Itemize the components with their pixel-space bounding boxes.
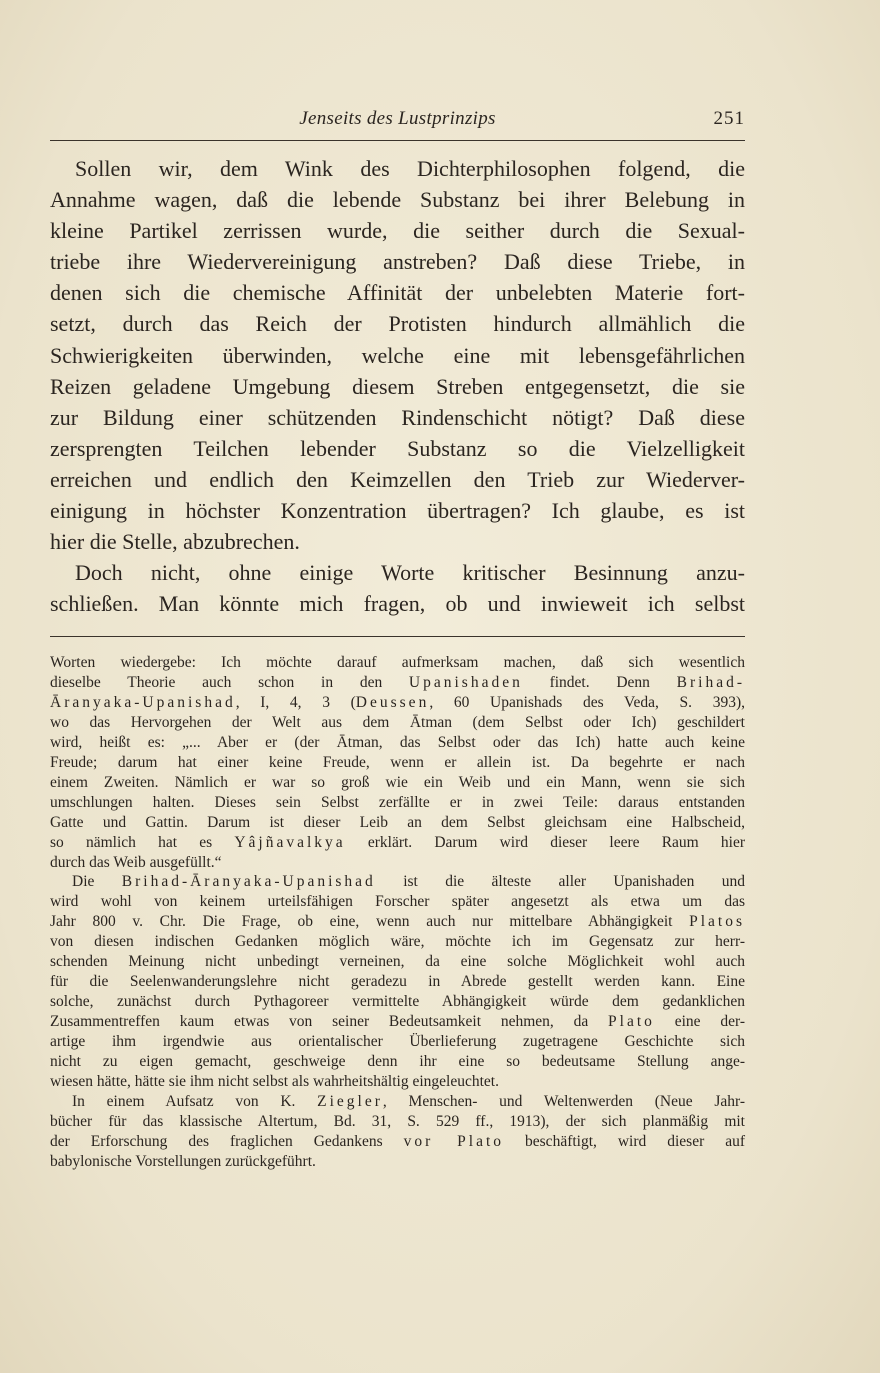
text-line: schließen. Man könnte mich fragen, ob und inwieweit ich selbst <box>50 591 745 617</box>
text-line <box>50 1092 745 1112</box>
text-segment: erklärt. Darum wird dieser leere Raum hier <box>345 833 746 851</box>
text-line: denen sich die chemische Affinität der unbelebten Materie fort- <box>50 280 745 306</box>
text-segment: wiesen hätte, hätte sie ihm nicht selbst als wahrheitshältig eingeleuchtet. <box>50 1073 499 1091</box>
text-line <box>50 1012 745 1032</box>
text-segment: Zusammentreffen kaum etwas von seiner Bedeutsamkeit nehmen, da <box>50 1013 609 1031</box>
text-line: erreichen und endlich den Keimzellen den Trieb zur Wiederver- <box>50 466 745 492</box>
text-line <box>50 733 745 753</box>
text-line <box>50 833 745 853</box>
paragraph <box>50 153 745 557</box>
text-line <box>50 952 745 972</box>
text-line: hier die Stelle, abzubrechen. <box>50 529 300 555</box>
spaced-emphasis: Ziegler <box>317 1092 383 1110</box>
text-segment: durch das Weib ausgefüllt.“ <box>50 853 222 871</box>
text-line <box>50 1052 745 1072</box>
text-segment: nicht zu eigen gemacht, geschweige denn ihr eine so bedeutsame Stellung ange- <box>50 1053 745 1071</box>
text-line <box>50 1152 745 1172</box>
text-segment: bücher für das klassische Altertum, Bd. 31, S. 529 ff., 1913), der sich planmäßig mit <box>50 1112 745 1130</box>
text-line: kleine Partikel zerrissen wurde, die seither durch die Sexual- <box>50 218 745 244</box>
footnote-paragraph <box>50 872 745 1091</box>
text-line: Reizen geladene Umgebung diesem Streben entgegensetzt, die sie <box>50 373 745 399</box>
text-segment: artige ihm irgendwie aus orientalischer Überlieferung zugetragene Geschichte sich <box>50 1033 745 1051</box>
text-line <box>50 793 745 813</box>
footnote-paragraph <box>50 653 745 872</box>
main-text <box>50 153 745 619</box>
header-rule <box>50 140 745 141</box>
text-line: triebe ihre Wiedervereinigung anstreben? Daß diese Triebe, in <box>50 249 745 275</box>
spaced-emphasis: Āranyaka-Upanishad <box>50 693 236 711</box>
text-line <box>50 992 745 1012</box>
text-line <box>50 813 745 833</box>
text-segment: Freude; darum hat einer keine Freude, wenn er allein ist. Da begehrte er nach <box>50 753 745 771</box>
text-segment: wird wohl von keinem urteilsfähigen Forscher später angesetzt als etwa um das <box>50 893 745 911</box>
text-segment: Die <box>72 873 122 891</box>
text-segment: findet. Denn <box>522 673 677 691</box>
text-line <box>50 1072 745 1092</box>
text-segment: für die Seelenwanderungslehre nicht geradezu in Abrede gestellt werden kann. Eine <box>50 973 745 991</box>
text-segment: Jahr 800 v. Chr. Die Frage, ob eine, wenn auch nur mittelbare Abhängigkeit <box>50 913 690 931</box>
text-segment: wo das Hervorgehen der Welt aus dem Ātman (dem Selbst oder Ich) geschildert <box>50 713 745 731</box>
text-segment: so nämlich hat es <box>50 833 235 851</box>
footnote-rule <box>50 636 745 637</box>
text-line <box>50 1112 745 1132</box>
text-line <box>50 892 745 912</box>
text-line <box>50 713 745 733</box>
spaced-emphasis: Deussen <box>355 693 430 711</box>
text-line: zersprengten Teilchen lebender Substanz so die Vielzelligkeit <box>50 435 745 461</box>
footnote-text <box>50 653 745 1172</box>
text-line: zur Bildung einer schützenden Rindenschicht nötigt? Daß diese <box>50 404 745 430</box>
text-segment: eine der- <box>654 1013 745 1031</box>
text-segment: , Menschen- und Weltenwerden (Neue Jahr- <box>382 1092 745 1110</box>
text-line <box>50 673 745 693</box>
text-line: einigung in höchster Konzentration übertragen? Ich glaube, es ist <box>50 498 745 524</box>
page-header <box>50 108 745 136</box>
text-segment: solche, zunächst durch Pythagoreer vermittelte Abhängigkeit würde dem gedanklichen <box>50 993 745 1011</box>
text-line: Schwierigkeiten überwinden, welche eine mit lebensgefährlichen <box>50 342 745 368</box>
spaced-emphasis: Brihad-Āranyaka-Upanishad <box>121 873 376 891</box>
text-segment: Worten wiedergebe: Ich möchte darauf aufmerksam machen, daß sich wesentlich <box>50 654 745 671</box>
paragraph <box>50 557 745 619</box>
text-line <box>50 872 745 892</box>
spaced-emphasis: Platos <box>689 913 745 931</box>
footnote-paragraph <box>50 1092 745 1172</box>
text-line <box>50 1132 745 1152</box>
spaced-emphasis: vor Plato <box>403 1132 505 1150</box>
text-line <box>50 912 745 932</box>
page-number: 251 <box>713 108 745 129</box>
spaced-emphasis: Yâjñavalkya <box>234 833 346 851</box>
text-line <box>50 853 745 873</box>
text-line <box>50 1032 745 1052</box>
text-segment: In einem Aufsatz von K. <box>72 1092 318 1110</box>
text-segment: , I, 4, 3 ( <box>235 693 356 711</box>
text-segment: ist die älteste aller Upanishaden und <box>375 873 745 891</box>
text-line <box>50 932 745 952</box>
text-segment: babylonische Vorstellungen zurückgeführt. <box>50 1152 316 1170</box>
text-segment: Gatte und Gattin. Darum ist dieser Leib an dem Selbst gleichsam eine Halbscheid, <box>50 813 745 831</box>
text-segment: dieselbe Theorie auch schon in den <box>50 673 409 691</box>
text-segment: wird, heißt es: „... Aber er (der Ātman, das Selbst oder das Ich) hatte auch keine <box>50 733 745 751</box>
text-line: Doch nicht, ohne einige Worte kritischer Besinnung anzu- <box>75 560 745 586</box>
text-line <box>50 753 745 773</box>
text-segment: , 60 Upanishads des Veda, S. 393), <box>429 693 745 711</box>
spaced-emphasis: Brihad- <box>676 673 745 691</box>
text-segment: von diesen indischen Gedanken möglich wäre, möchte ich im Gegensatz zur herr- <box>50 933 745 951</box>
text-line: Annahme wagen, daß die lebende Substanz bei ihrer Belebung in <box>50 187 745 213</box>
spaced-emphasis: Plato <box>608 1013 655 1031</box>
text-line: setzt, durch das Reich der Protisten hindurch allmählich die <box>50 311 745 337</box>
text-line <box>50 653 745 673</box>
text-segment: der Erforschung des fraglichen Gedankens <box>50 1132 404 1150</box>
text-segment: umschlungen halten. Dieses sein Selbst zerfällte er in zwei Teile: daraus entstanden <box>50 793 745 811</box>
text-line <box>50 693 745 713</box>
text-segment: beschäftigt, wird dieser auf <box>504 1132 745 1150</box>
spaced-emphasis: Upanishaden <box>408 673 523 691</box>
text-line: Sollen wir, dem Wink des Dichterphilosophen folgend, die <box>75 156 745 181</box>
text-segment: einem Zweiten. Nämlich er war so groß wie ein Weib und ein Mann, wenn sie sich <box>50 773 745 791</box>
text-line <box>50 773 745 793</box>
text-segment: schenden Meinung nicht unbedingt verneinen, da eine solche Möglichkeit wohl auch <box>50 953 745 971</box>
text-line <box>50 972 745 992</box>
running-title: Jenseits des Lustprinzips <box>299 108 496 129</box>
